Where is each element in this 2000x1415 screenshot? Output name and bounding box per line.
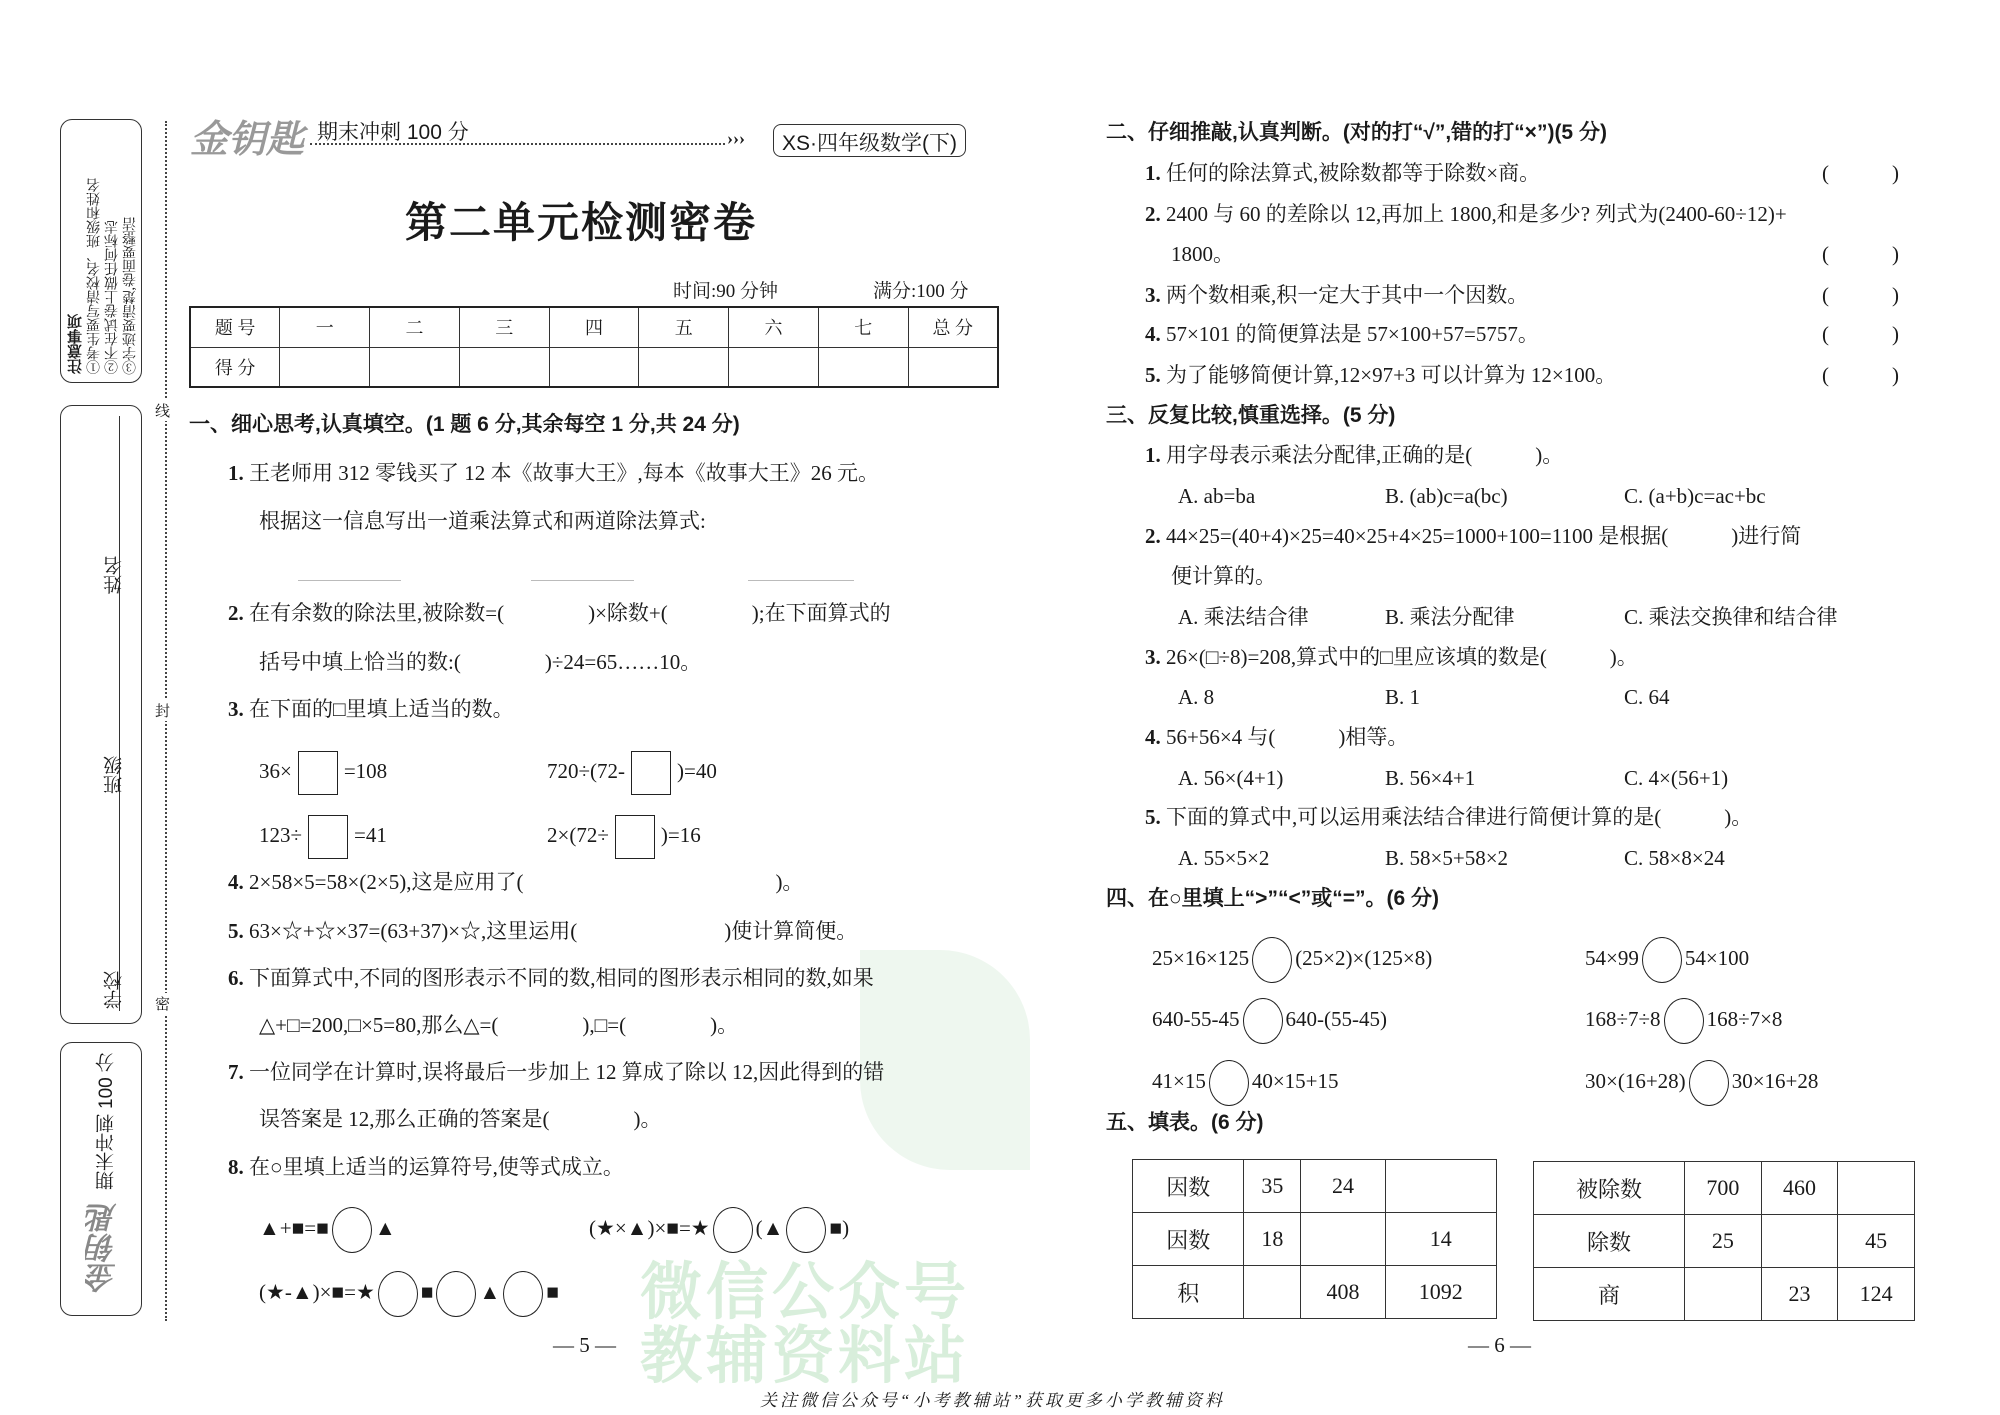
section-5-title: 五、填表。(6 分) — [1106, 1111, 1264, 1134]
text: 六 — [729, 307, 819, 347]
compare-circle[interactable] — [1642, 937, 1682, 983]
text: 168÷7×8 — [1706, 1006, 1783, 1031]
text: 56+56×4 与( )相等。 — [1166, 725, 1409, 749]
text: 任何的除法算式,被除数都等于除数×商。 — [1166, 161, 1541, 185]
judge-answer[interactable]: ( ) — [1822, 283, 1899, 307]
text: 44×25=(40+4)×25=40×25+4×25=1000+100=1100 是根据( )进行简 — [1166, 524, 1802, 548]
text: A. 8 — [1178, 685, 1215, 709]
text: 45 — [1838, 1215, 1915, 1268]
text: ▲+■=■ — [259, 1215, 329, 1240]
text: 便计算的。 — [1171, 564, 1276, 588]
text: 124 — [1838, 1268, 1915, 1321]
text: ■) — [829, 1215, 850, 1240]
text: 30×(16+28) — [1585, 1068, 1686, 1093]
text: 一 — [280, 307, 370, 347]
text: 14 — [1385, 1213, 1496, 1266]
text: =108 — [343, 758, 388, 783]
text: A. 55×5×2 — [1178, 846, 1270, 870]
cut-line-label: 封 — [155, 700, 170, 721]
answer-line[interactable] — [531, 580, 634, 581]
text: ■ — [420, 1279, 434, 1304]
binding-line — [165, 121, 167, 1321]
text: ■ — [546, 1279, 559, 1304]
text: 1800。 — [1171, 242, 1234, 266]
text: B. 56×4+1 — [1385, 766, 1476, 790]
answer-box[interactable] — [631, 751, 671, 795]
text: 460 — [1761, 1162, 1838, 1215]
question-text: 在下面的□里填上适当的数。 — [249, 697, 514, 721]
text[interactable] — [1838, 1162, 1915, 1215]
text: (25×2)×(125×8) — [1295, 945, 1433, 970]
text: 除数 — [1534, 1215, 1685, 1268]
name-label: 姓名 — [104, 556, 125, 594]
judge-answer[interactable]: ( ) — [1822, 161, 1899, 185]
notice-item: ①考生要写清校名、班级和姓名 — [87, 178, 102, 374]
factor-table — [1132, 1159, 1497, 1319]
judge-answer[interactable]: ( ) — [1822, 322, 1899, 346]
text[interactable] — [1385, 1160, 1496, 1213]
compare-circle[interactable] — [1689, 1060, 1729, 1106]
text: 得 分 — [190, 347, 280, 387]
page-title: 第二单元检测密卷 — [405, 201, 758, 247]
text: ▲ — [479, 1279, 501, 1304]
section-4-title: 四、在○里填上“>”“<”或“=”。(6 分) — [1106, 887, 1439, 910]
text: 下面的算式中,可以运用乘法结合律进行简便计算的是( )。 — [1166, 805, 1753, 829]
text: 二 — [370, 307, 460, 347]
notice-box — [60, 119, 142, 383]
text: 题 号 — [190, 307, 280, 347]
brand-logo: 金钥匙 — [190, 119, 305, 161]
answer-circle[interactable] — [503, 1271, 543, 1317]
text: A. ab=ba — [1178, 484, 1256, 508]
question-text: 一位同学在计算时,误将最后一步加上 12 算成了除以 12,因此得到的错 — [249, 1060, 885, 1084]
text: 2×(72÷ — [547, 822, 609, 847]
text: A. 乘法结合律 — [1178, 605, 1309, 629]
text: 五 — [639, 307, 729, 347]
text: (▲ — [755, 1215, 784, 1240]
student-info-box — [60, 405, 142, 1024]
text: 40×15+15 — [1251, 1068, 1339, 1093]
text: 积 — [1133, 1266, 1244, 1319]
text: B. 乘法分配律 — [1385, 605, 1515, 629]
text: (★-▲)×■=★ — [259, 1279, 375, 1304]
text: 26×(□÷8)=208,算式中的□里应该填的数是( )。 — [1166, 645, 1638, 669]
text: 四 — [549, 307, 639, 347]
school-label: 学校 — [104, 971, 125, 1009]
section-3-title: 三、反复比较,慎重选择。(5 分) — [1106, 404, 1396, 427]
compare-circle[interactable] — [1664, 998, 1704, 1044]
text: C. 4×(56+1) — [1624, 766, 1729, 790]
notice-item: ②不在试卷上做任何标志 — [105, 220, 120, 374]
notice-item: ③字迹要清楚,卷面要整洁 — [123, 216, 138, 374]
text: 25 — [1685, 1215, 1762, 1268]
question-text: 根据这一信息写出一道乘法算式和两道除法算式: — [259, 509, 706, 533]
score-table — [189, 306, 999, 388]
text: 七 — [818, 307, 908, 347]
text: A. 56×(4+1) — [1178, 766, 1284, 790]
text: 两个数相乘,积一定大于其中一个因数。 — [1166, 283, 1529, 307]
text: 168÷7÷8 — [1585, 1006, 1661, 1031]
question-text: 括号中填上恰当的数:( )÷24=65……10。 — [259, 650, 702, 674]
answer-circle[interactable] — [436, 1271, 476, 1317]
text[interactable] — [1301, 1213, 1385, 1266]
text: )=40 — [677, 758, 717, 783]
answer-line[interactable] — [748, 580, 854, 581]
text[interactable] — [1761, 1215, 1838, 1268]
full-score: 满分:100 分 — [873, 281, 969, 302]
leaf-logo-icon — [860, 950, 1030, 1170]
question-text: 在有余数的除法里,被除数=( )×除数+( );在下面算式的 — [249, 601, 891, 625]
text: 54×99 — [1585, 945, 1639, 970]
text: ▲ — [374, 1215, 396, 1240]
text: 700 — [1685, 1162, 1762, 1215]
text: 720÷(72- — [547, 758, 626, 783]
answer-box[interactable] — [615, 815, 655, 859]
text: =41 — [354, 822, 387, 847]
text: )=16 — [660, 822, 701, 847]
class-label: 班级 — [104, 756, 125, 794]
text: C. 64 — [1624, 685, 1670, 709]
grade-badge: XS·四年级数学(下) — [773, 124, 966, 157]
section-1-title: 一、细心思考,认真填空。(1 题 6 分,其余每空 1 分,共 24 分) — [189, 413, 740, 436]
text: 640-(55-45) — [1285, 1006, 1387, 1031]
text: 2400 与 60 的差除以 12,再加上 1800,和是多少? 列式为(2400-60÷12)+ — [1166, 202, 1787, 226]
sidebar-logo-box — [60, 1042, 142, 1316]
text: B. (ab)c=a(bc) — [1385, 484, 1508, 508]
text: 为了能够简便计算,12×97+3 可以计算为 12×100。 — [1166, 363, 1617, 387]
answer-circle[interactable] — [332, 1207, 372, 1253]
cut-line-label: 密 — [155, 993, 170, 1014]
text: 23 — [1761, 1268, 1838, 1321]
text: 25×16×125 — [1152, 945, 1250, 970]
question-text: △+□=200,□×5=80,那么△=( ),□=( )。 — [259, 1013, 739, 1037]
text: 24 — [1301, 1160, 1385, 1213]
compare-circle[interactable] — [1243, 998, 1283, 1044]
answer-circle[interactable] — [786, 1207, 826, 1253]
text: 54×100 — [1684, 945, 1750, 970]
arrows-icon: ››› — [727, 128, 745, 148]
page-number: — 5 — — [553, 1333, 616, 1357]
division-table — [1533, 1161, 1915, 1321]
question-text: 在○里填上适当的运算符号,使等式成立。 — [249, 1155, 624, 1179]
text: 用字母表示乘法分配律,正确的是( )。 — [1166, 443, 1564, 467]
question-text: 王老师用 312 零钱买了 12 本《故事大王》,每本《故事大王》26 元。 — [249, 461, 879, 485]
text: 41×15 — [1152, 1068, 1206, 1093]
judge-answer[interactable]: ( ) — [1822, 242, 1899, 266]
series-label: 期末冲刺 100 分 — [317, 121, 469, 144]
question-text: 63×☆+☆×37=(63+37)×☆,这里运用( )使计算简便。 — [249, 919, 858, 943]
text: 18 — [1244, 1213, 1301, 1266]
text: 57×101 的简便算法是 57×100+57=5757。 — [1166, 322, 1539, 346]
answer-box[interactable] — [298, 751, 338, 795]
text: 36× — [259, 758, 292, 783]
question-text: 误答案是 12,那么正确的答案是( )。 — [259, 1107, 662, 1131]
text: 总 分 — [908, 307, 998, 347]
text[interactable] — [1685, 1268, 1762, 1321]
text: 三 — [459, 307, 549, 347]
text: C. 乘法交换律和结合律 — [1624, 605, 1838, 629]
text: 1092 — [1385, 1266, 1496, 1319]
text: 408 — [1301, 1266, 1385, 1319]
page-number: — 6 — — [1468, 1333, 1531, 1357]
text: 商 — [1534, 1268, 1685, 1321]
text: B. 1 — [1385, 685, 1421, 709]
watermark-text: 微信公众号 — [640, 1258, 971, 1327]
answer-circle[interactable] — [713, 1207, 753, 1253]
text: (★×▲)×■=★ — [589, 1215, 710, 1240]
text: 因数 — [1133, 1160, 1244, 1213]
cut-line-label: 线 — [155, 400, 170, 421]
text: C. (a+b)c=ac+bc — [1624, 484, 1766, 508]
text: 123÷ — [259, 822, 303, 847]
text: 640-55-45 — [1152, 1006, 1240, 1031]
text: 因数 — [1133, 1213, 1244, 1266]
text: C. 58×8×24 — [1624, 846, 1725, 870]
judge-answer[interactable]: ( ) — [1822, 363, 1899, 387]
text: 被除数 — [1534, 1162, 1685, 1215]
watermark-text: 教辅资料站 — [640, 1322, 971, 1391]
compare-circle[interactable] — [1209, 1060, 1249, 1106]
time-limit: 时间:90 分钟 — [673, 281, 779, 302]
sidebar-series: 期末冲刺 100 分 — [96, 1053, 117, 1191]
question-text: 下面算式中,不同的图形表示不同的数,相同的图形表示相同的数,如果 — [249, 966, 874, 990]
footer-note: 关注微信公众号“小考教辅站”获取更多小学教辅资料 — [760, 1391, 1225, 1410]
text[interactable] — [1244, 1266, 1301, 1319]
answer-box[interactable] — [308, 815, 348, 859]
sidebar-logo: 金钥匙 — [88, 1203, 121, 1293]
compare-circle[interactable] — [1252, 937, 1292, 983]
text: 35 — [1244, 1160, 1301, 1213]
text: B. 58×5+58×2 — [1385, 846, 1509, 870]
text: 30×16+28 — [1731, 1068, 1819, 1093]
answer-line[interactable] — [298, 580, 401, 581]
answer-circle[interactable] — [378, 1271, 418, 1317]
section-2-title: 二、仔细推敲,认真判断。(对的打“√”,错的打“×”)(5 分) — [1106, 121, 1607, 144]
question-text: 2×58×5=58×(2×5),这是应用了( )。 — [249, 870, 804, 894]
notice-title: 注意事项 — [67, 314, 84, 374]
